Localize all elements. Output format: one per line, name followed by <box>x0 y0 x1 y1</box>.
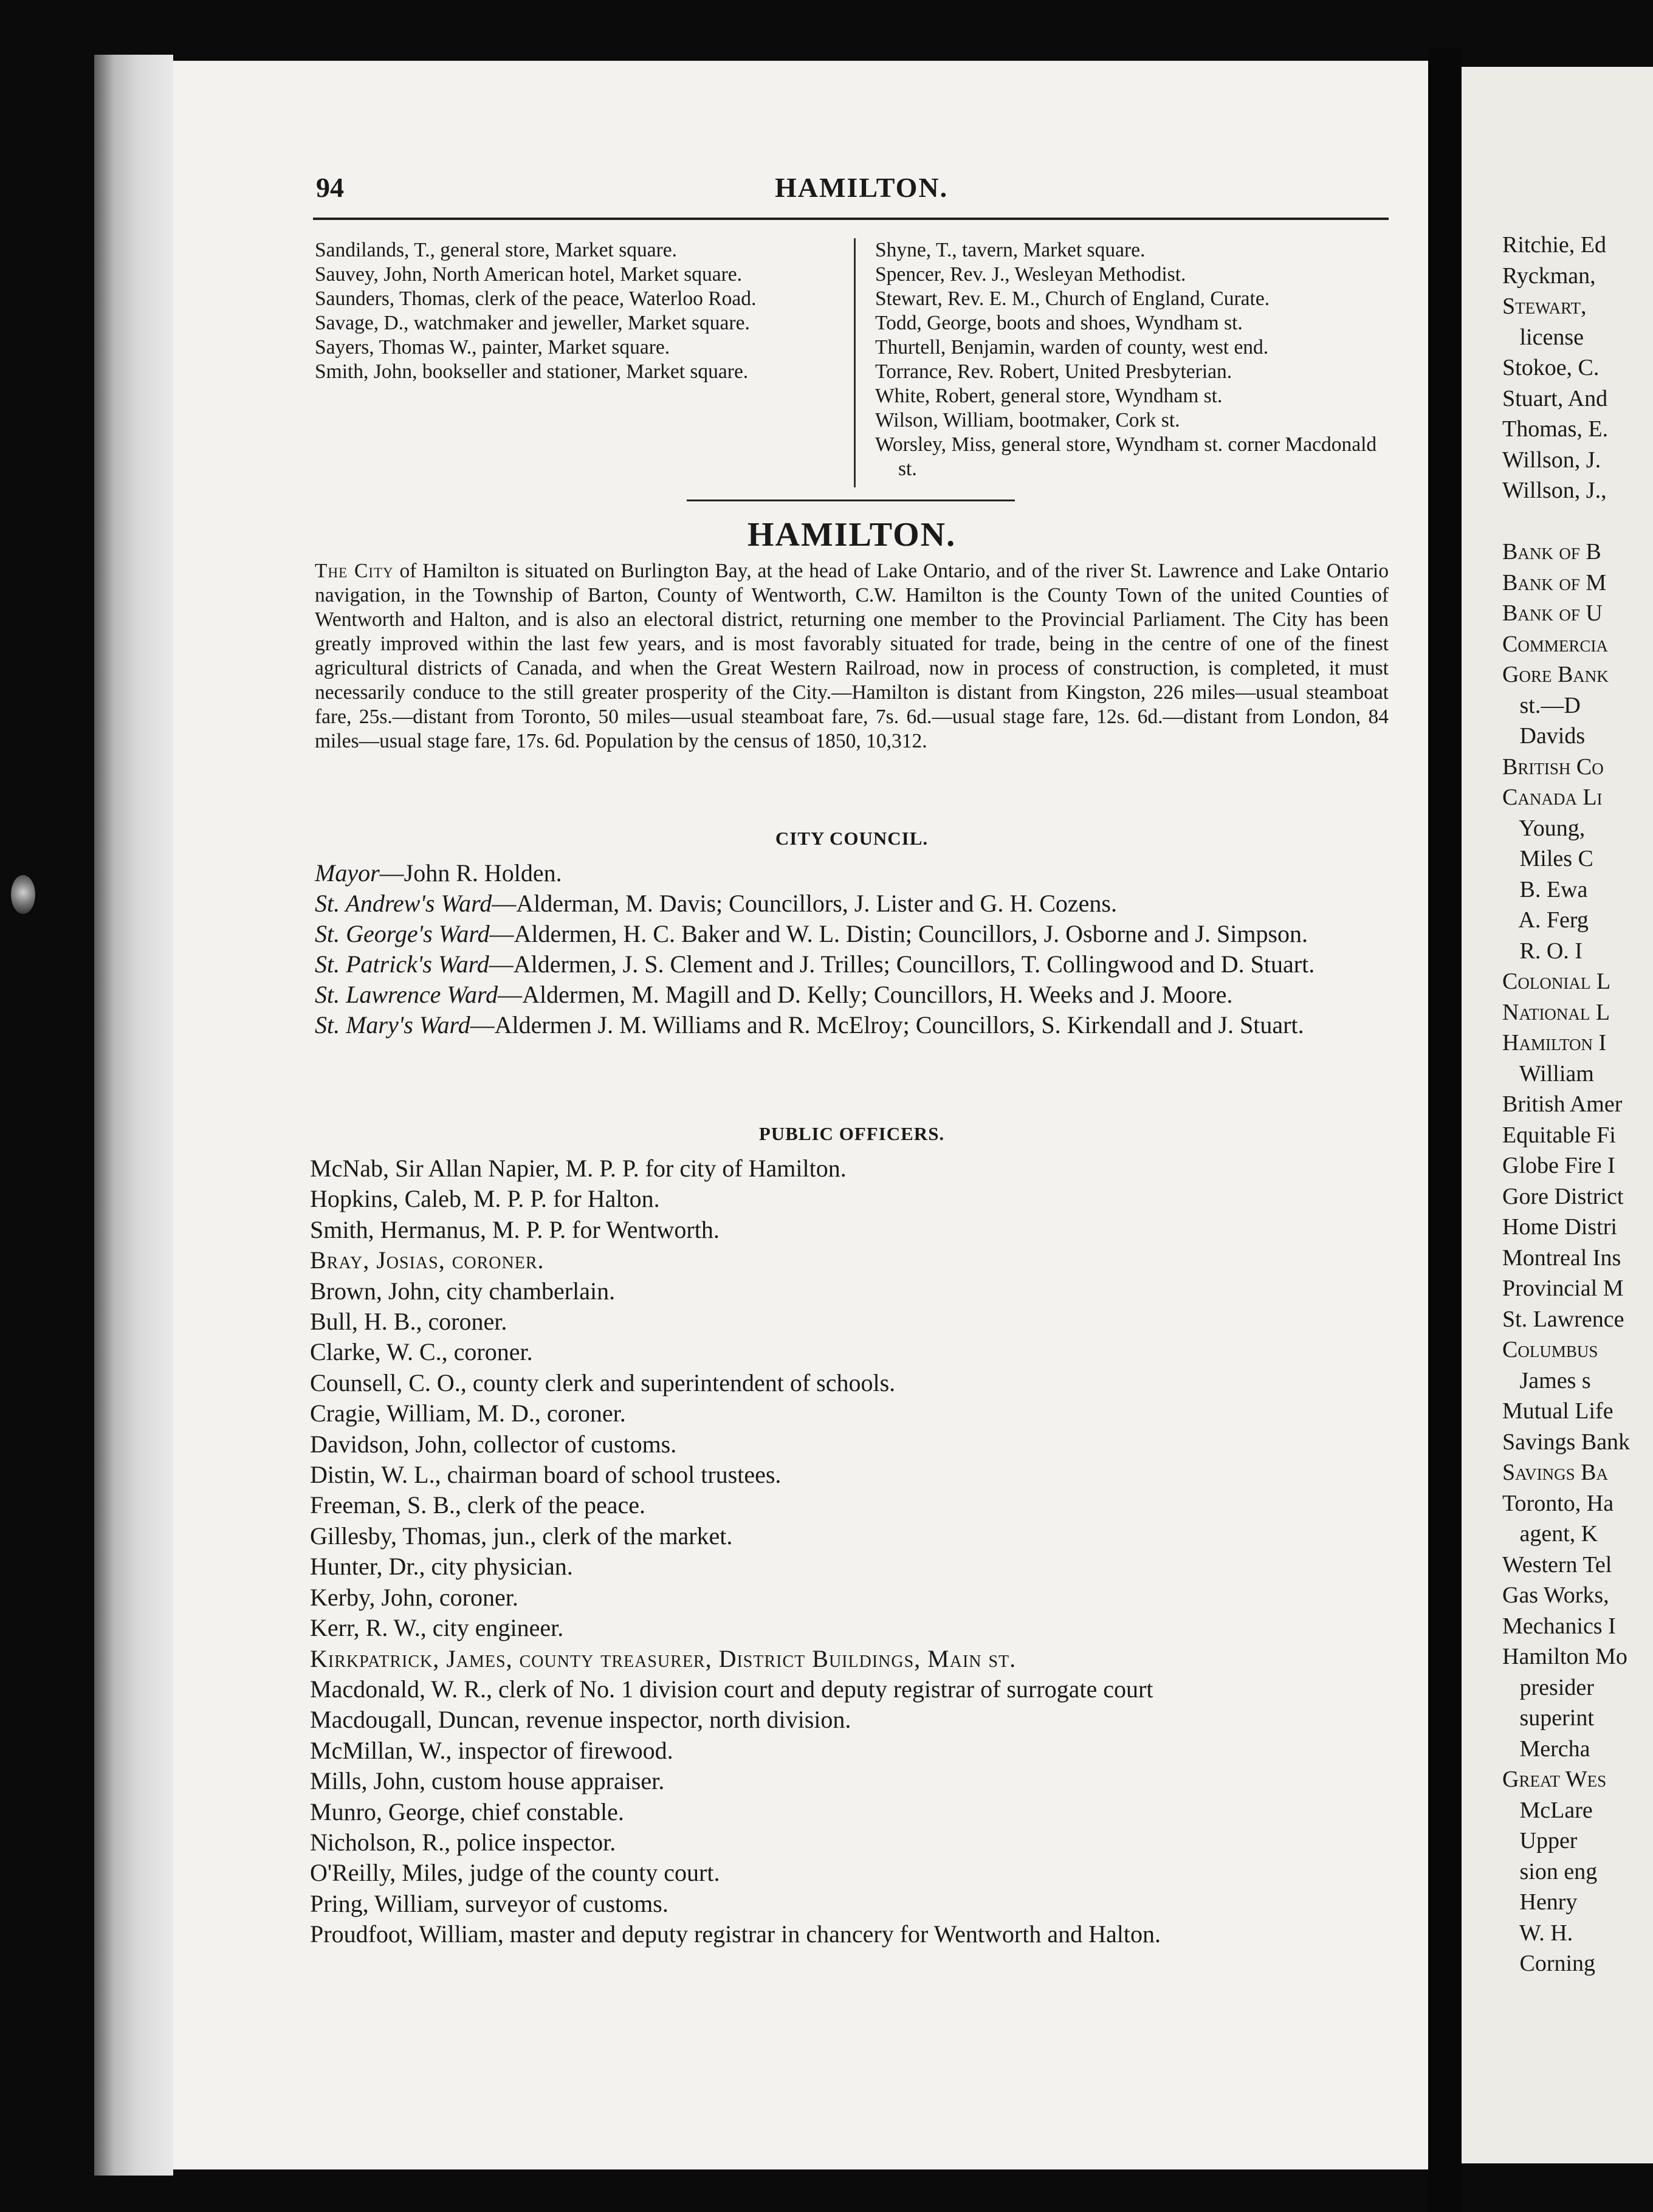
adjacent-page-line: St. Lawrence <box>1502 1306 1624 1332</box>
adjacent-page-line: Toronto, Ha <box>1502 1490 1614 1516</box>
officer-entry: Munro, George, chief constable. <box>310 1798 624 1826</box>
officer-entry: Hunter, Dr., city physician. <box>310 1553 573 1581</box>
directory-entry: Wilson, William, bootmaker, Cork st. <box>875 409 1180 431</box>
city-council-list <box>315 858 1389 1040</box>
adjacent-page-line <box>1502 506 1653 537</box>
ward-members: —Alderman, M. Davis; Councillors, J. Lister and G. H. Cozens. <box>492 890 1117 917</box>
ward-members: —Aldermen J. M. Williams and R. McElroy; Councillors, S. Kirkendall and J. Stuart. <box>470 1011 1304 1039</box>
adjacent-page-line: British Amer <box>1502 1091 1623 1117</box>
ward-entry <box>315 888 1389 919</box>
adjacent-page-line: National L <box>1502 999 1610 1025</box>
directory-entry: Sayers, Thomas W., painter, Market square. <box>315 336 670 359</box>
ward-members: —Aldermen, M. Magill and D. Kelly; Councillors, H. Weeks and J. Moore. <box>498 981 1233 1008</box>
mayor-name: —John R. Holden. <box>379 859 562 887</box>
page-gutter <box>1428 49 1462 2212</box>
officer-entry: Freeman, S. B., clerk of the peace. <box>310 1491 646 1519</box>
adjacent-page-line: Hamilton I <box>1502 1030 1607 1056</box>
city-description <box>315 559 1389 754</box>
officer-entry: Distin, W. L., chairman board of school trustees. <box>310 1461 782 1489</box>
adjacent-page-line: Western Tel <box>1502 1551 1612 1578</box>
adjacent-page-line: A. Ferg <box>1502 907 1589 933</box>
ward-name: St. Lawrence Ward <box>315 981 498 1008</box>
adjacent-page-line: Willson, J. <box>1502 447 1607 473</box>
officer-entry: Clarke, W. C., coroner. <box>310 1338 533 1366</box>
adjacent-page-line: Great Wes <box>1502 1767 1607 1792</box>
adjacent-page-line: Ritchie, Ed <box>1502 232 1606 258</box>
adjacent-page-line: Gore Bank <box>1502 662 1609 687</box>
adjacent-page-line: Gore District <box>1502 1183 1624 1209</box>
adjacent-page-line: Henry <box>1502 1889 1583 1915</box>
adjacent-page-line: Savings Ba <box>1502 1460 1608 1485</box>
mayor-title: Mayor <box>315 859 380 887</box>
officer-entry: McMillan, W., inspector of firewood. <box>310 1736 673 1764</box>
officer-entry: Gillesby, Thomas, jun., clerk of the market. <box>310 1522 733 1550</box>
adjacent-page-line: Gas Works, <box>1502 1582 1609 1608</box>
city-heading: HAMILTON. <box>747 516 957 554</box>
adjacent-page-line: agent, K <box>1502 1521 1598 1547</box>
adjacent-page-line: Commercia <box>1502 631 1608 657</box>
officer-entry: Davidson, John, collector of customs. <box>310 1430 677 1458</box>
directory-entry: Torrance, Rev. Robert, United Presbyterian. <box>875 360 1232 383</box>
officer-entry: Nicholson, R., police inspector. <box>310 1828 616 1856</box>
ward-members: —Aldermen, H. C. Baker and W. L. Distin; Councillors, J. Osborne and J. Simpson. <box>489 920 1308 947</box>
directory-entry: Stewart, Rev. E. M., Church of England, Curate. <box>875 287 1270 310</box>
officer-entry: Cragie, William, M. D., coroner. <box>310 1400 626 1427</box>
adjacent-page-line: Mercha <box>1502 1736 1590 1762</box>
officer-entry: Smith, Hermanus, M. P. P. for Wentworth. <box>310 1215 720 1243</box>
scanner-clip-icon <box>11 875 35 914</box>
adjacent-page-line: Canada Li <box>1502 785 1603 810</box>
directory-entry: Smith, John, bookseller and stationer, Market square. <box>315 360 749 383</box>
officer-entry: O'Reilly, Miles, judge of the county court. <box>310 1859 720 1887</box>
adjacent-page-line: British Co <box>1502 754 1604 780</box>
adjacent-page-line: Willson, J., <box>1502 478 1613 503</box>
adjacent-page-text <box>1502 230 1653 1979</box>
adjacent-page-line: Davids <box>1502 723 1586 749</box>
adjacent-page-line: Young, <box>1502 815 1586 841</box>
ward-name: St. George's Ward <box>315 920 490 947</box>
adjacent-page-line: st.—D <box>1502 692 1581 718</box>
officers-heading: PUBLIC OFFICERS. <box>758 1123 945 1144</box>
directory-entry: Worsley, Miss, general store, Wyndham st. corner Macdonald st. <box>875 433 1377 480</box>
adjacent-page-line: Ryckman, <box>1502 263 1602 289</box>
officer-entry: Brown, John, city chamberlain. <box>310 1277 616 1305</box>
ward-name: St. Andrew's Ward <box>315 890 492 917</box>
directory-entry: Sauvey, John, North American hotel, Market square. <box>315 263 743 286</box>
adjacent-page-line: Thomas, E. <box>1502 416 1609 442</box>
adjacent-page-line: Corning <box>1502 1951 1596 1976</box>
intro-lead: The City <box>315 560 394 582</box>
directory-entry: Shyne, T., tavern, Market square. <box>875 239 1146 261</box>
adjacent-page-line: Stuart, And <box>1502 385 1608 411</box>
header-rule <box>313 218 1389 220</box>
running-header <box>316 171 1386 208</box>
officer-entry: Bray, Josias, coroner. <box>310 1246 545 1274</box>
adjacent-page-line: Upper <box>1502 1828 1583 1853</box>
officer-entry: Pring, William, surveyor of customs. <box>310 1889 668 1917</box>
officer-entry: Proudfoot, William, master and deputy registrar in chancery for Wentworth and Halton. <box>310 1920 1161 1948</box>
adjacent-page-line: Stewart, <box>1502 294 1592 319</box>
ward-entry <box>315 980 1389 1010</box>
adjacent-page-line: Montreal Ins <box>1502 1245 1621 1271</box>
section-rule <box>687 500 1015 501</box>
ward-entry <box>315 919 1389 949</box>
adjacent-page-line: Columbus <box>1502 1337 1598 1362</box>
directory-column-left <box>315 238 834 384</box>
adjacent-page-line: sion eng <box>1502 1858 1598 1884</box>
adjacent-page-line: presider <box>1502 1674 1594 1700</box>
officer-entry: Hopkins, Caleb, M. P. P. for Halton. <box>310 1185 660 1213</box>
adjacent-page-line: Miles C <box>1502 846 1593 871</box>
officer-entry: McNab, Sir Allan Napier, M. P. P. for city of Hamilton. <box>310 1155 847 1182</box>
directory-entry: Savage, D., watchmaker and jeweller, Market square. <box>315 312 750 334</box>
adjacent-page-line: Mutual Life <box>1502 1398 1620 1424</box>
adjacent-page-line: Bank of U <box>1502 600 1603 626</box>
officer-entry: Bull, H. B., coroner. <box>310 1308 507 1336</box>
adjacent-page-line: B. Ewa <box>1502 876 1588 902</box>
column-divider <box>854 238 856 487</box>
adjacent-page-line: Home Distri <box>1502 1214 1617 1240</box>
officer-entry: Kerr, R. W., city engineer. <box>310 1614 564 1642</box>
adjacent-page-line: Equitable Fi <box>1502 1122 1616 1148</box>
adjacent-page-line: McLare <box>1502 1797 1593 1823</box>
officer-entry: Macdonald, W. R., clerk of No. 1 division court and deputy registrar of surrogate court <box>310 1675 1153 1703</box>
running-title: HAMILTON. <box>775 172 949 203</box>
adjacent-page-line: William <box>1502 1060 1594 1087</box>
page-number: 94 <box>316 172 344 203</box>
officer-entry: Kirkpatrick, James, county treasurer, District Buildings, Main st. <box>310 1644 1017 1672</box>
adjacent-page-line: license <box>1502 324 1584 350</box>
directory-entry: Sandilands, T., general store, Market square. <box>315 239 677 261</box>
ward-name: St. Mary's Ward <box>315 1011 470 1039</box>
officer-entry: Kerby, John, coroner. <box>310 1583 518 1611</box>
adjacent-page-line: Mechanics I <box>1502 1613 1616 1639</box>
adjacent-page-line: Provincial M <box>1502 1276 1624 1301</box>
adjacent-page-line: Hamilton Mo <box>1502 1644 1627 1669</box>
officer-entry: Mills, John, custom house appraiser. <box>310 1767 665 1795</box>
directory-column-right <box>875 238 1395 481</box>
directory-entry: Saunders, Thomas, clerk of the peace, Waterloo Road. <box>315 287 757 310</box>
adjacent-page-line: Bank of B <box>1502 539 1601 565</box>
ward-members: —Aldermen, J. S. Clement and J. Trilles; Councillors, T. Collingwood and D. Stuart. <box>489 950 1315 978</box>
adjacent-page-line: Globe Fire I <box>1502 1153 1615 1178</box>
adjacent-page-line: Stokoe, C. <box>1502 355 1605 380</box>
directory-entry: Thurtell, Benjamin, warden of county, west end. <box>875 336 1269 359</box>
ward-entry <box>315 1010 1389 1040</box>
adjacent-page-line: Colonial L <box>1502 969 1611 994</box>
adjacent-page-line: James s <box>1502 1367 1591 1393</box>
adjacent-page-line: R. O. I <box>1502 938 1583 964</box>
adjacent-page-line: superint <box>1502 1705 1594 1731</box>
officer-entry: Macdougall, Duncan, revenue inspector, north division. <box>310 1706 851 1734</box>
council-heading: CITY COUNCIL. <box>775 828 929 849</box>
mayor-entry <box>315 858 1389 888</box>
book-spine <box>94 55 173 2176</box>
officer-entry: Counsell, C. O., county clerk and superintendent of schools. <box>310 1369 896 1396</box>
directory-entry: Todd, George, boots and shoes, Wyndham st. <box>875 312 1243 334</box>
adjacent-page-line: W. H. <box>1502 1920 1573 1946</box>
directory-entry: Spencer, Rev. J., Wesleyan Methodist. <box>875 263 1186 286</box>
adjacent-page-line: Bank of M <box>1502 569 1607 596</box>
public-officers-list <box>310 1153 1398 1950</box>
adjacent-page-line: Savings Bank <box>1502 1429 1631 1455</box>
directory-entry: White, Robert, general store, Wyndham st. <box>875 385 1223 407</box>
ward-name: St. Patrick's Ward <box>315 950 489 978</box>
ward-entry <box>315 949 1389 980</box>
intro-text: of Hamilton is situated on Burlington Bay, at the head of Lake Ontario, and of the river St. Lawrence and Lake Ontario navigation, in the Township of Barton, County of Wentworth, C.W. Hamilton is the County Town of the united Counties of Wentworth and Halton, and is also an electoral district, returning one member to the Provincial Parliament. The City has been greatly improved within the last few years, and is most favorably situated for trade, being in the centre of one of the finest agricultural districts of Canada, and when the Great Western Railroad, now in process of construction, is completed, it must necessarily conduce to the still greater prosperity of the City.—Hamilton is distant from Kingston, 226 miles—usual steamboat fare, 25s.—distant from Toronto, 50 miles—usual steamboat fare, 7s. 6d.—usual stage fare, 12s. 6d.—distant from London, 84 miles—usual stage fare, 17s. 6d. Population by the census of 1850, 10,312. <box>315 560 1389 752</box>
